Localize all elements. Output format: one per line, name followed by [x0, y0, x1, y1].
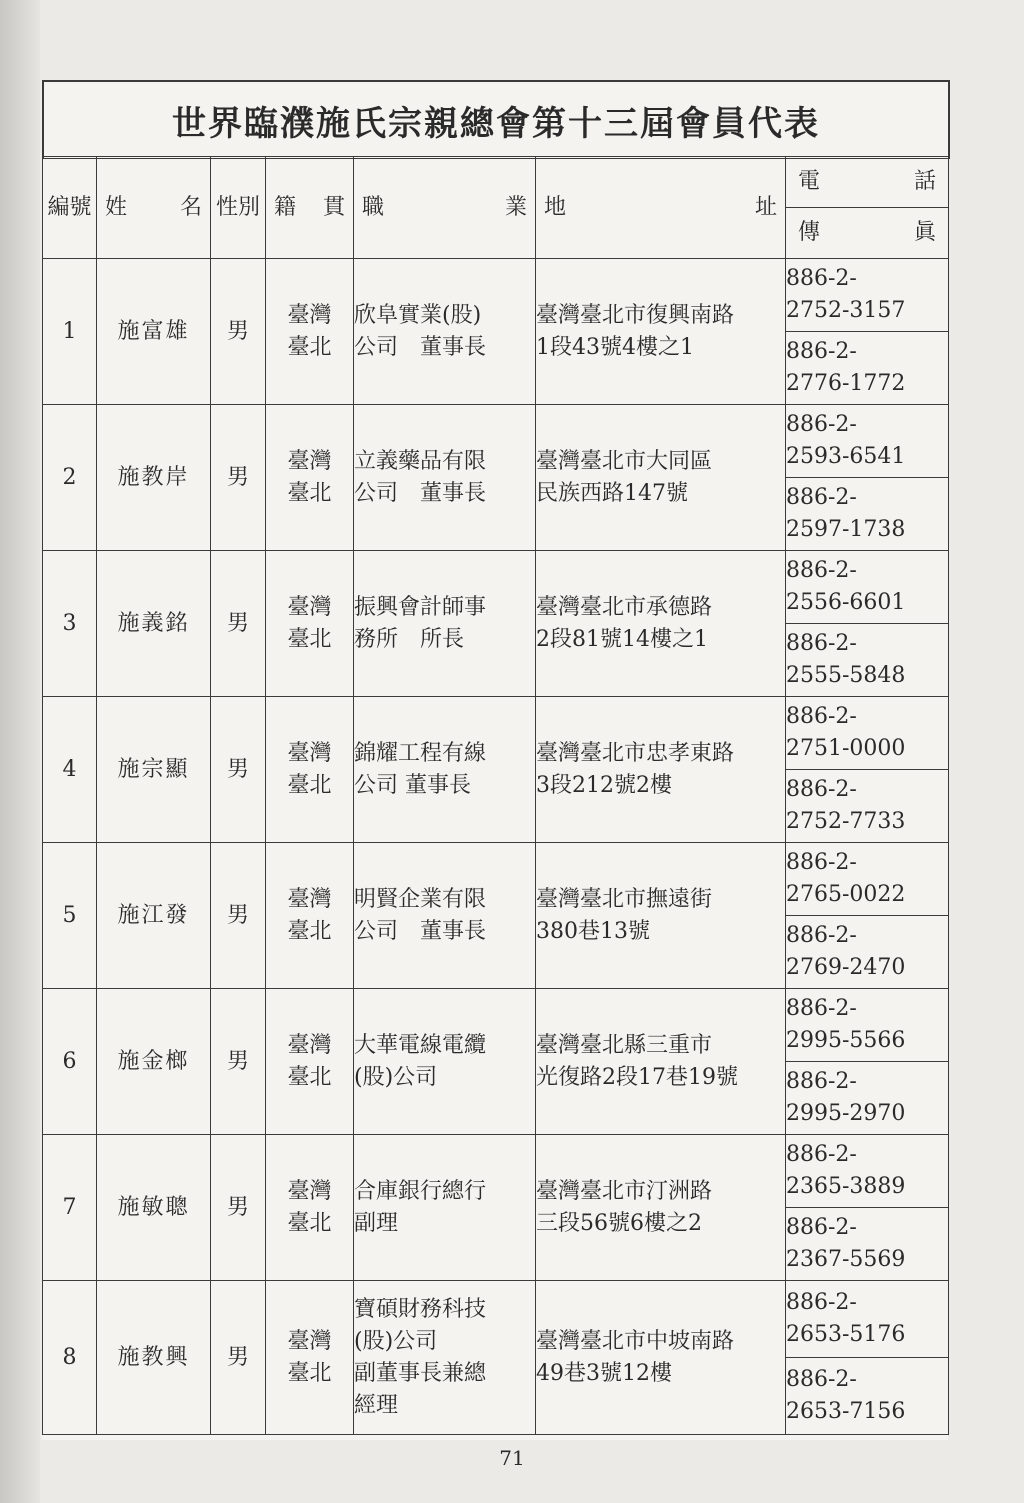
job-line: 欣阜實業(股)	[354, 302, 482, 328]
tel-line: 2365-3889	[786, 1174, 906, 1199]
origin-line: 臺灣	[287, 302, 332, 328]
table-row	[43, 843, 949, 916]
member-address	[536, 1135, 786, 1281]
address-line: 臺灣臺北市承德路	[536, 594, 713, 620]
tel-line: 2765-0022	[786, 882, 906, 907]
origin-line: 臺北	[287, 1210, 332, 1236]
address-line: 臺灣臺北市復興南路	[536, 302, 735, 328]
member-fax	[786, 1208, 949, 1281]
member-sex: 男	[211, 259, 266, 405]
address-line: 1段43號4樓之1	[536, 334, 694, 360]
job-line: 寶碩財務科技	[354, 1296, 487, 1322]
tel-line: 2995-5566	[786, 1028, 906, 1053]
member-sex: 男	[211, 989, 266, 1135]
table-title: 世界臨濮施氏宗親總會第十三屆會員代表	[42, 80, 950, 159]
job-line: 副董事長兼總	[354, 1360, 487, 1386]
member-sex: 男	[211, 405, 266, 551]
member-tel	[786, 1281, 949, 1358]
member-address	[536, 1281, 786, 1435]
member-address	[536, 989, 786, 1135]
fax-line: 886-2-	[786, 777, 857, 802]
address-line: 臺灣臺北市忠孝東路	[536, 740, 735, 766]
table-row	[43, 551, 949, 624]
member-tel	[786, 551, 949, 624]
member-tel	[786, 843, 949, 916]
member-fax	[786, 332, 949, 405]
header-name: 姓 名	[97, 157, 211, 259]
address-line: 49巷3號12樓	[536, 1360, 672, 1386]
page-number: 71	[499, 1446, 525, 1470]
fax-line: 2555-5848	[786, 663, 906, 688]
header-tel: 電 話	[786, 157, 949, 208]
fax-line: 886-2-	[786, 485, 857, 510]
member-name: 施江發	[97, 843, 211, 989]
table-row	[43, 1135, 949, 1208]
tel-line: 886-2-	[786, 1290, 857, 1315]
member-name: 施富雄	[97, 259, 211, 405]
tel-line: 886-2-	[786, 704, 857, 729]
address-line: 臺灣臺北市中坡南路	[536, 1328, 735, 1354]
origin-line: 臺北	[287, 918, 332, 944]
fax-line: 886-2-	[786, 1367, 857, 1392]
member-sex: 男	[211, 551, 266, 697]
member-fax	[786, 916, 949, 989]
member-fax	[786, 770, 949, 843]
job-line: 公司 董事長	[354, 480, 487, 506]
member-address	[536, 843, 786, 989]
job-line: (股)公司	[354, 1064, 438, 1090]
tel-line: 886-2-	[786, 996, 857, 1021]
tel-line: 886-2-	[786, 1142, 857, 1167]
member-address	[536, 259, 786, 405]
member-name: 施金榔	[97, 989, 211, 1135]
address-line: 光復路2段17巷19號	[536, 1064, 738, 1090]
member-origin	[266, 843, 354, 989]
member-address	[536, 551, 786, 697]
origin-line: 臺北	[287, 772, 332, 798]
member-fax	[786, 1358, 949, 1435]
address-line: 臺灣臺北市大同區	[536, 448, 713, 474]
member-name: 施教興	[97, 1281, 211, 1435]
member-tel	[786, 1135, 949, 1208]
fax-line: 886-2-	[786, 923, 857, 948]
fax-line: 886-2-	[786, 1069, 857, 1094]
origin-line: 臺灣	[287, 1328, 332, 1354]
address-line: 臺灣臺北市汀洲路	[536, 1178, 713, 1204]
member-origin	[266, 1135, 354, 1281]
tel-line: 2653-5176	[786, 1322, 906, 1347]
origin-line: 臺灣	[287, 448, 332, 474]
member-no: 6	[43, 989, 97, 1135]
fax-line: 2752-7733	[786, 809, 906, 834]
fax-line: 886-2-	[786, 1215, 857, 1240]
member-no: 1	[43, 259, 97, 405]
job-line: (股)公司	[354, 1328, 438, 1354]
job-line: 公司 董事長	[354, 334, 487, 360]
tel-line: 886-2-	[786, 850, 857, 875]
member-sex: 男	[211, 843, 266, 989]
member-name: 施敏聰	[97, 1135, 211, 1281]
member-fax	[786, 624, 949, 697]
member-no: 2	[43, 405, 97, 551]
header-no: 編號	[43, 157, 97, 259]
origin-line: 臺北	[287, 1064, 332, 1090]
member-no: 7	[43, 1135, 97, 1281]
table-row	[43, 697, 949, 770]
member-job	[354, 405, 536, 551]
job-line: 大華電線電纜	[354, 1032, 487, 1058]
member-tel	[786, 697, 949, 770]
member-origin	[266, 551, 354, 697]
member-no: 5	[43, 843, 97, 989]
member-job	[354, 697, 536, 843]
origin-line: 臺灣	[287, 886, 332, 912]
fax-line: 2769-2470	[786, 955, 906, 980]
address-line: 臺灣臺北市撫遠街	[536, 886, 713, 912]
member-tel	[786, 405, 949, 478]
header-origin: 籍 貫	[266, 157, 354, 259]
fax-line: 2367-5569	[786, 1247, 906, 1272]
table-row	[43, 1281, 949, 1358]
member-origin	[266, 259, 354, 405]
member-origin	[266, 697, 354, 843]
member-no: 4	[43, 697, 97, 843]
member-no: 8	[43, 1281, 97, 1435]
origin-line: 臺北	[287, 626, 332, 652]
origin-line: 臺北	[287, 1360, 332, 1386]
page-gutter-shade	[0, 0, 40, 1503]
address-line: 民族西路147號	[536, 480, 688, 506]
member-job	[354, 1135, 536, 1281]
member-name: 施義銘	[97, 551, 211, 697]
job-line: 立義藥品有限	[354, 448, 487, 474]
tel-line: 2556-6601	[786, 590, 906, 615]
origin-line: 臺灣	[287, 1032, 332, 1058]
tel-line: 886-2-	[786, 558, 857, 583]
job-line: 公司 董事長	[354, 918, 487, 944]
tel-line: 2751-0000	[786, 736, 906, 761]
address-line: 臺灣臺北縣三重市	[536, 1032, 713, 1058]
member-job	[354, 259, 536, 405]
header-sex: 性別	[211, 157, 266, 259]
address-line: 3段212號2樓	[536, 772, 672, 798]
member-origin	[266, 1281, 354, 1435]
origin-line: 臺北	[287, 334, 332, 360]
tel-line: 2752-3157	[786, 298, 906, 323]
tel-line: 886-2-	[786, 412, 857, 437]
member-name: 施宗顯	[97, 697, 211, 843]
member-fax	[786, 478, 949, 551]
fax-line: 2776-1772	[786, 371, 906, 396]
job-line: 合庫銀行總行	[354, 1178, 487, 1204]
table-row	[43, 989, 949, 1062]
member-tel	[786, 989, 949, 1062]
fax-line: 2597-1738	[786, 517, 906, 542]
header-address: 地 址	[536, 157, 786, 259]
job-line: 錦耀工程有線	[354, 740, 487, 766]
job-line: 公司 董事長	[354, 772, 471, 798]
member-sex: 男	[211, 1135, 266, 1281]
member-address	[536, 697, 786, 843]
address-line: 2段81號14樓之1	[536, 626, 708, 652]
fax-line: 886-2-	[786, 631, 857, 656]
fax-line: 2653-7156	[786, 1399, 906, 1424]
member-address	[536, 405, 786, 551]
job-line: 副理	[354, 1210, 399, 1236]
header-fax: 傳 眞	[786, 208, 949, 259]
member-fax	[786, 1062, 949, 1135]
member-origin	[266, 405, 354, 551]
member-no: 3	[43, 551, 97, 697]
header-job: 職 業	[354, 157, 536, 259]
table-row	[43, 405, 949, 478]
tel-line: 886-2-	[786, 266, 857, 291]
member-table	[42, 156, 949, 1435]
job-line: 明賢企業有限	[354, 886, 487, 912]
member-job	[354, 551, 536, 697]
tel-line: 2593-6541	[786, 444, 906, 469]
origin-line: 臺灣	[287, 594, 332, 620]
member-tel	[786, 259, 949, 332]
address-line: 380巷13號	[536, 918, 650, 944]
fax-line: 886-2-	[786, 339, 857, 364]
member-job	[354, 843, 536, 989]
job-line: 經理	[354, 1392, 399, 1418]
job-line: 務所 所長	[354, 626, 465, 652]
member-name: 施教岸	[97, 405, 211, 551]
member-sex: 男	[211, 1281, 266, 1435]
member-job	[354, 989, 536, 1135]
job-line: 振興會計師事	[354, 594, 487, 620]
origin-line: 臺北	[287, 480, 332, 506]
origin-line: 臺灣	[287, 1178, 332, 1204]
member-job	[354, 1281, 536, 1435]
origin-line: 臺灣	[287, 740, 332, 766]
address-line: 三段56號6樓之2	[536, 1210, 702, 1236]
table-row	[43, 259, 949, 332]
fax-line: 2995-2970	[786, 1101, 906, 1126]
member-origin	[266, 989, 354, 1135]
member-sex: 男	[211, 697, 266, 843]
